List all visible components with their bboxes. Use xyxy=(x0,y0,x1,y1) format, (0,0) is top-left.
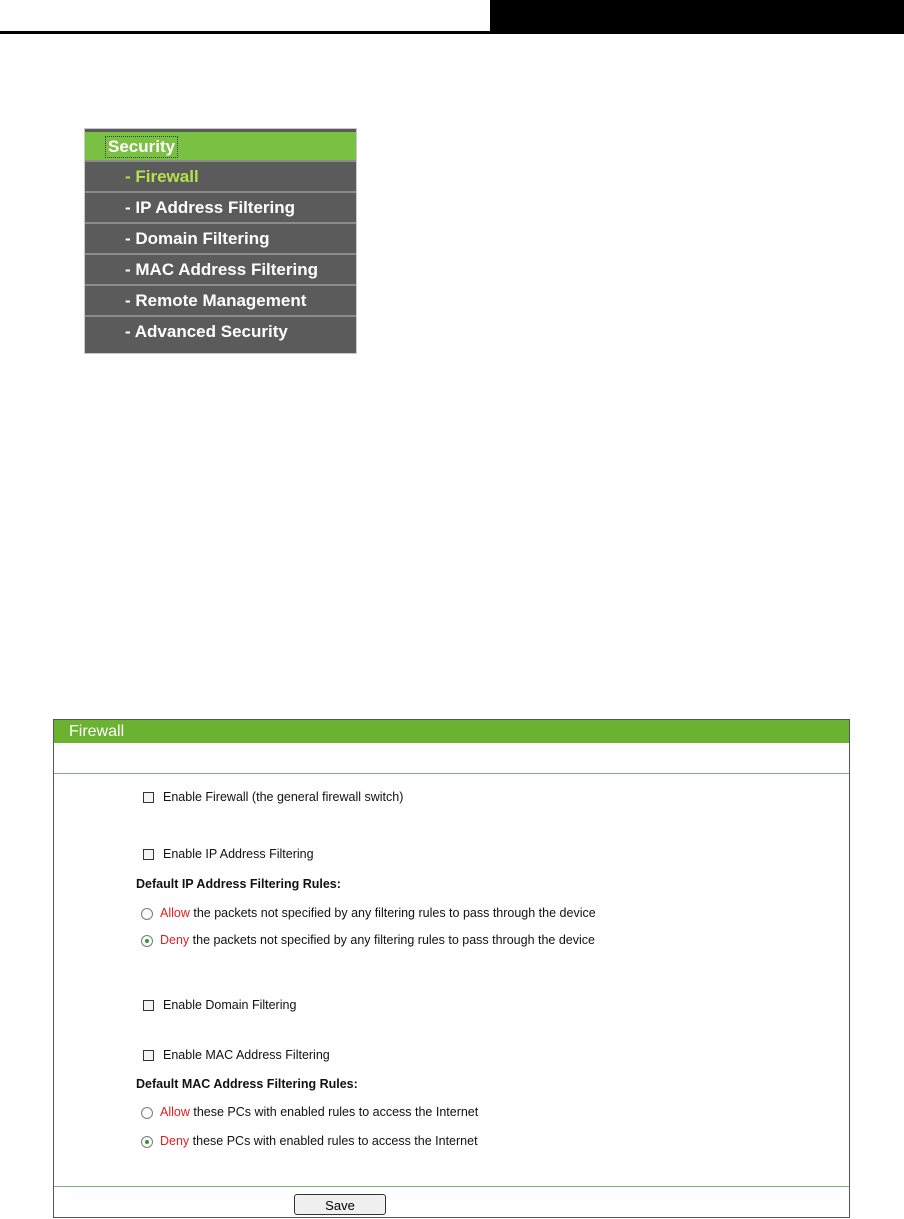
panel-title: Firewall xyxy=(54,720,849,743)
enable-ip-filtering-label: Enable IP Address Filtering xyxy=(163,847,314,861)
mac-allow-word: Allow xyxy=(160,1105,190,1119)
ip-deny-radio[interactable] xyxy=(141,935,153,947)
row-enable-domain-filtering xyxy=(143,996,296,1014)
ip-deny-word: Deny xyxy=(160,933,190,947)
row-ip-allow xyxy=(141,904,596,922)
enable-ip-filtering-checkbox[interactable] xyxy=(143,849,154,860)
enable-mac-filtering-label: Enable MAC Address Filtering xyxy=(163,1048,330,1062)
row-enable-ip-filtering xyxy=(143,845,314,863)
menu-item-remote-management[interactable]: - Remote Management xyxy=(85,284,356,315)
mac-deny-radio[interactable] xyxy=(141,1136,153,1148)
row-mac-allow xyxy=(141,1103,478,1121)
menu-item-mac-address-filtering[interactable]: - MAC Address Filtering xyxy=(85,253,356,284)
ip-allow-word: Allow xyxy=(160,906,190,920)
mac-allow-radio[interactable] xyxy=(141,1107,153,1119)
row-enable-firewall xyxy=(143,788,403,806)
row-enable-mac-filtering xyxy=(143,1046,330,1064)
menu-item-advanced-security[interactable]: - Advanced Security xyxy=(85,315,356,346)
menu-header-label: Security xyxy=(105,136,178,158)
menu-item-ip-address-filtering[interactable]: - IP Address Filtering xyxy=(85,191,356,222)
enable-firewall-checkbox[interactable] xyxy=(143,792,154,803)
row-ip-deny xyxy=(141,931,595,949)
panel-subbar xyxy=(54,743,849,774)
menu-item-domain-filtering[interactable]: - Domain Filtering xyxy=(85,222,356,253)
mac-allow-text: these PCs with enabled rules to access the Internet xyxy=(189,1105,479,1119)
ip-allow-radio[interactable] xyxy=(141,908,153,920)
enable-domain-filtering-label: Enable Domain Filtering xyxy=(163,998,297,1012)
panel-footer-divider xyxy=(54,1186,849,1187)
menu-item-firewall[interactable]: - Firewall xyxy=(85,160,356,191)
mac-deny-text: these PCs with enabled rules to access the Internet xyxy=(189,1134,478,1148)
header-rule xyxy=(0,31,490,34)
enable-firewall-label: Enable Firewall (the general firewall switch) xyxy=(163,790,404,804)
ip-deny-text: the packets not specified by any filtering rules to pass through the device xyxy=(189,933,595,947)
ip-rules-heading: Default IP Address Filtering Rules: xyxy=(136,877,341,891)
security-menu xyxy=(84,128,357,354)
ip-allow-text: the packets not specified by any filtering rules to pass through the device xyxy=(189,906,596,920)
save-button[interactable]: Save xyxy=(294,1194,386,1215)
header-bar xyxy=(490,0,904,34)
enable-domain-filtering-checkbox[interactable] xyxy=(143,1000,154,1011)
firewall-panel xyxy=(53,719,850,1218)
row-mac-deny xyxy=(141,1132,478,1150)
mac-deny-word: Deny xyxy=(160,1134,190,1148)
mac-rules-heading: Default MAC Address Filtering Rules: xyxy=(136,1077,358,1091)
menu-header-security[interactable] xyxy=(85,132,356,160)
enable-mac-filtering-checkbox[interactable] xyxy=(143,1050,154,1061)
